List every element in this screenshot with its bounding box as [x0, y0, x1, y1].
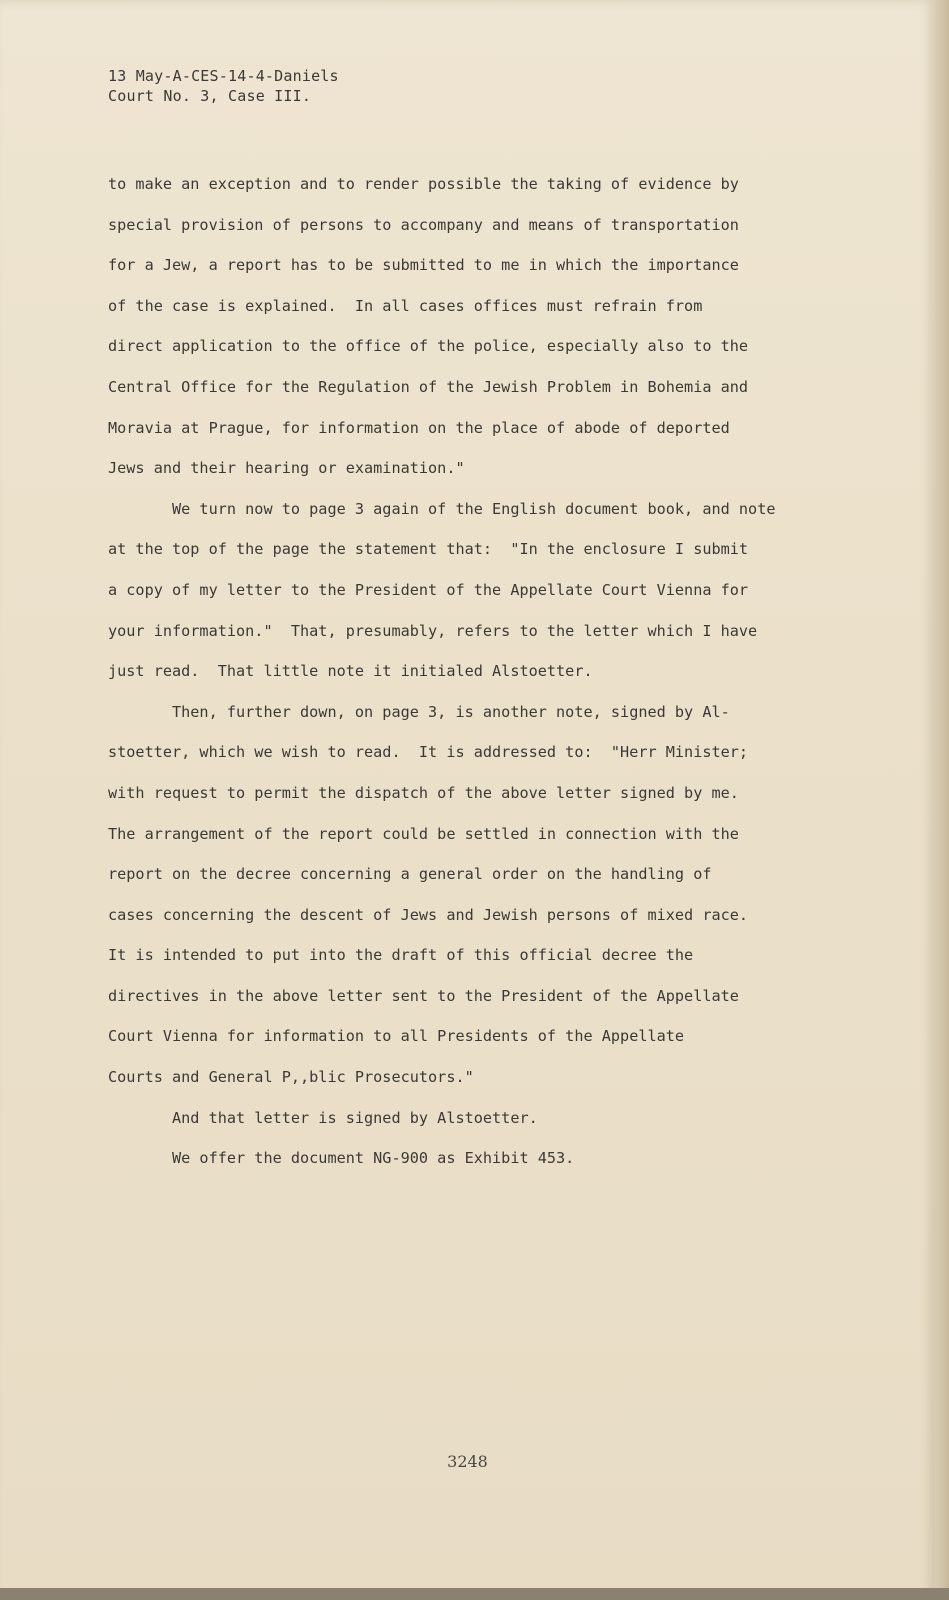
body-line: We turn now to page 3 again of the English document book, and note [108, 499, 776, 518]
body-line: The arrangement of the report could be settled in connection with the [108, 824, 739, 843]
body-line: Jews and their hearing or examination." [108, 459, 465, 478]
body-line: to make an exception and to render possible the taking of evidence by [108, 175, 739, 193]
scan-border [0, 1588, 949, 1600]
body-line: stoetter, which we wish to read. It is addressed to: "Herr Minister; [108, 743, 749, 762]
body-line: for a Jew, a report has to be submitted to me in which the importance [108, 256, 739, 275]
body-line: Central Office for the Regulation of the Jewish Problem in Bohemia and [108, 377, 749, 396]
body-line: a copy of my letter to the President of the Appellate Court Vienna for [108, 580, 749, 599]
body-line: with request to permit the dispatch of the above letter signed by me. [108, 783, 739, 802]
page-number: 3248 [447, 1452, 488, 1471]
body-line: And that letter is signed by Alstoetter. [108, 1108, 538, 1127]
transcript-body [108, 164, 838, 1179]
body-line: just read. That little note it initialed Alstoetter. [108, 662, 593, 681]
body-line: Moravia at Prague, for information on the place of abode of deported [108, 418, 730, 437]
body-line: Courts and General P,,blic Prosecutors." [108, 1068, 474, 1087]
body-line: of the case is explained. In all cases offices must refrain from [108, 296, 703, 315]
body-line: cases concerning the descent of Jews and Jewish persons of mixed race. [108, 905, 749, 924]
body-line: We offer the document NG-900 as Exhibit 453. [108, 1149, 575, 1168]
body-line: Court Vienna for information to all Presidents of the Appellate [108, 1027, 685, 1046]
body-line: direct application to the office of the police, especially also to the [108, 337, 749, 356]
page-edge [935, 0, 949, 1600]
body-line: special provision of persons to accompany and means of transportation [108, 215, 739, 234]
body-line: Then, further down, on page 3, is another note, signed by Al- [108, 702, 730, 721]
body-line: your information." That, presumably, refers to the letter which I have [108, 621, 758, 640]
body-line: It is intended to put into the draft of this official decree the [108, 946, 694, 965]
header-session-line: 13 May-A-CES-14-4-Daniels [108, 67, 339, 85]
body-line: report on the decree concerning a general order on the handling of [108, 865, 712, 884]
document-header [108, 66, 339, 106]
header-court-line: Court No. 3, Case III. [108, 87, 312, 105]
body-line: directives in the above letter sent to the President of the Appellate [108, 986, 739, 1005]
body-line: at the top of the page the statement that: "In the enclosure I submit [108, 540, 749, 559]
